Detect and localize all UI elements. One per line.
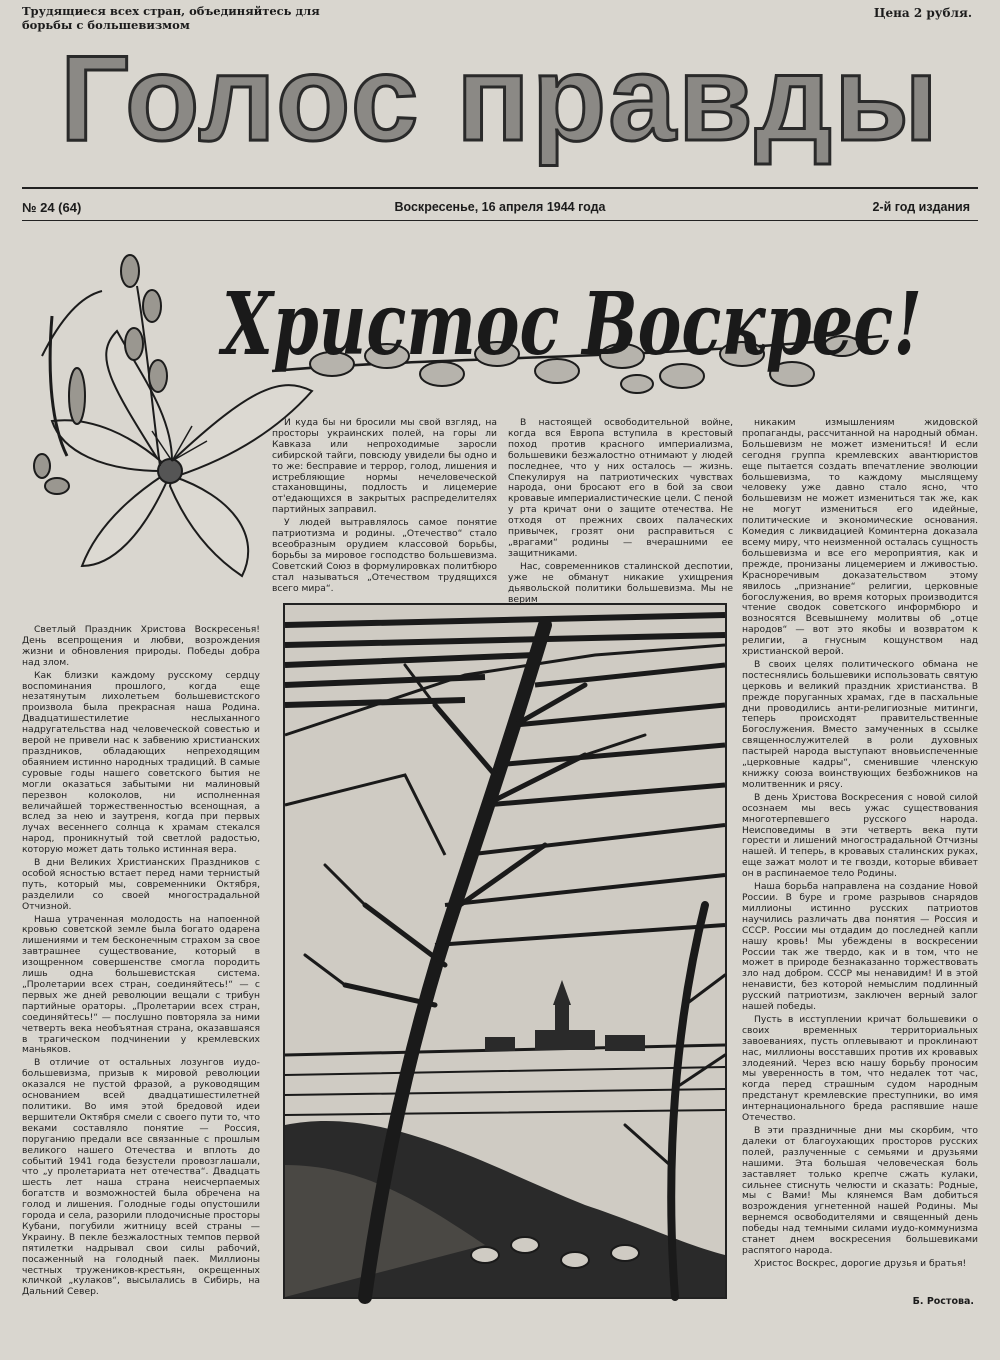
article-paragraph: В отличие от остальных лозунгов иудо-большевизма, призыв к мировой революции оказался не пустой фразой, а руководящим основанием всей двадцатишестилетней политики. Во имя этой бредовой идеи вершители Октября смели с своего пути то, что веками составляло понятие — Россия, поруганию предали все связанные с прошлым великого нашего Отечества и вплоть до событий 1941 года безустели провозглашали, что „у пролетариата нет отечества“. Двадцать шесть лет наша страна неисчерпаемых богатств и возможностей была обречена на голод и лишения. Голодные годы опустошили города и села, разорили плодочисные просторы Кубани, погубили житницу всей страны — Украину. В пекле безжалостных темпов первой пятилетки надрывал свои силы рабочий, посаженный на голодный паек. Миллионы честных тружеников-крестьян, окрещенных кличкой „кулаков“, высылались в Сибирь, на Дальний Север. bbox=[22, 1057, 260, 1298]
article-paragraph: Нас, современников сталинской деспотии, уже не обманут никакие ухищрения дьявольской политики большевизма. Мы не верим bbox=[508, 560, 733, 605]
woodcut-landscape-illustration bbox=[283, 603, 727, 1299]
masthead-motto: Трудящиеся всех стран, объединяйтесь для борьбы с большевизмом bbox=[22, 4, 320, 32]
article-paragraph: И куда бы ни бросили мы свой взгляд, на просторы украинских полей, на горы ли Кавказа или непроходимые заросли сибирской тайги, повсюду увидели бы одно и то же: бесправие и террор, голод, лишения и истребляющие нормы нечеловеческой стахановщины, подлость и лицемерие от'едающихся в закрытых распределителях партийных заправил. bbox=[272, 417, 497, 516]
article-paragraph: В эти праздничные дни мы скорбим, что далеки от благоухающих просторов русских полей, разлученные с семьями и друзьями нашими. Эта большая человеческая боль заставляет только крепче сжать кулаки, сильнее стиснуть челюсти и сказать: Родные, мы с Вами! Мы клянемся Вам добиться возрождения угнетенной нашей Родины. Мы вернемся освободителями и священный день победы над темными силами иудо-коммунизма станет днем воскресения большевиками распятого народа. bbox=[742, 1125, 978, 1256]
article-paragraph: У людей вытравлялось самое понятие патриотизма и родины. „Отечество“ стало всеобразным орудием классовой борьбы, борьбы за мировое господство большевизма. Советский Союз в формулировках политбюро стал называться „Отечеством трудящихся всего мира“. bbox=[272, 517, 497, 594]
masthead-title bbox=[55, 22, 945, 172]
header-rule-top bbox=[22, 187, 978, 189]
article-paragraph: Пусть в исступлении кричат большевики о своих временных территориальных завоеваниях, пусть оплевывают и проклинают нас, миллионы восставших против их кровавых злодеяний. Через всю нашу борьбу проносим мы уверенность в том, что недалек тот час, когда перед страшным судом народным предстанут кремлевские преступники, во имя интернационального бреда распявшие наше Отечество. bbox=[742, 1013, 978, 1124]
greeting-text: Христос Воскрес! bbox=[218, 274, 922, 375]
article-paragraph: В своих целях политического обмана не постеснялись большевики использовать святую церковь и великий праздник христианства. В прежде поруганных храмах, где в пасхальные дни проводились анти-религиозные митинги, теперь происходят правительственные Богослужения. Вместо замученных в ссылке священнослужителей в роли духовных пастырей народа выступают вновьиспеченные „церковные кадры“, сменившие членскую книжку союза воинствующих безбожников на молитвенник и рясу. bbox=[742, 658, 978, 790]
church-icon bbox=[535, 980, 595, 1050]
article-paragraph: Как близки каждому русскому сердцу воспоминания прошлого, когда еще незатянутым лихолетьем большевистского произвола была прекрасная наша Родина. Двадцатишестилетие неслыханного надругательства над человеческой совестью и верой не привели нас к забвению христианских праздников, обладающих непреходящим обаянием истинно народных традиций. В самые суровые годы нашего советского бытия не могли оказаться забытыми ни малиновый перезвон колоколов, ни исполненная величайшей торжественностью всенощная, а вслед за нею и заутреня, когда при первых лучах весеннего солнца к храмам стекался народ, проникнутый той светлой радостью, которую может дать только истинная вера. bbox=[22, 669, 260, 856]
article-paragraph: Наша утраченная молодость на напоенной кровью советской земле была богато одарена лишениями и тем бесконечным страхом за свое завтрашнее существование, который в изощренном совершенстве смогла породить лишь одна большевистская система. „Пролетарии всех стран, соединяйтесь!“ — с первых же дней революции вещали с трибун партийные ораторы. „Пролетарии всех стран, соединяйтесь!“ — послушно повторяла за ними четверть века необъятная страна, оказавшаяся в трагическом подчинении у кремлевских маньяков. bbox=[22, 913, 260, 1056]
article-paragraph: В настоящей освободительной войне, когда вся Европа вступила в крестовый поход против красного империализма, большевики безжалостно отнимают у людей последнее, что у них осталось — жизнь. Спекулируя на патриотических чувствах народа, они бросают его в бой за свои кровавые империалистические цели. С пеной у рта кричат они о защите отечества. Не отходя от прежних своих палаческих привычек, грозят они расправиться с „врагами“ родины — вчерашними ее защитниками. bbox=[508, 417, 733, 559]
article-column-1 bbox=[22, 624, 260, 1298]
price-label: Цена 2 рубля. bbox=[873, 6, 972, 20]
publication-year: 2-й год издания bbox=[872, 200, 970, 214]
article-paragraph: Наша борьба направлена на создание Новой России. В буре и громе разрывов снарядов миллионы истинно русских патриотов научились различать два понятия — Россия и СССР. России мы отдадим до последней капли нашу кровь! Мы убеждены в воскресении России так же твердо, как и в том, что не может в природе безнаказанно торжествовать зло над добром. СССР мы ненавидим! И в этой ненависти, без которой немыслим подлинный русский патриотизм, заключен верный залог нашей победы. bbox=[742, 881, 978, 1013]
article-paragraph: никаким измышлениям жидовской пропаганды, рассчитанной на народный обман. Большевизм не может измениться! И если сегодня группа кремлевских авантюристов еще пытается создать впечатление эволюции большевизма, то каждому мыслящему человеку уже давно стало ясно, что большевизм не может измениться так же, как не могут измениться его идейные, политические и экономические основания. Комедия с ликвидацией Коминтерна доказала всему миру, что неизменной осталась сущность большевизма и все его мероприятия, как и прежде, пронизаны лицемерием и лживостью. Красноречивым доказательством этому явилось „признание“ религии, церковные богослужения, во время которых производится чтение сводок советского информбюро и возносятся Всевышнему молитвы об „отце народов“ — вот это якобы и возвратом к религии, а гнусным кощунством над христианской верой. bbox=[742, 417, 978, 658]
article-paragraph: Христос Воскрес, дорогие друзья и братья! bbox=[754, 1257, 967, 1269]
article-column-3 bbox=[508, 417, 733, 605]
article-paragraph: В дни Великих Христианских Праздников с особой ясностью встает перед нами тернистый путь, который мы, современники Октября, разделили со своей многострадальной Отчизной. bbox=[22, 857, 260, 912]
article-column-4 bbox=[742, 418, 978, 1298]
article-paragraph: Светлый Праздник Христова Воскресенья! День всепрощения и любви, возрождения жизни и обновления природы. Победы добра над злом. bbox=[22, 624, 260, 668]
article-signature: Б. Ростова. bbox=[912, 1296, 974, 1307]
issue-number: № 24 (64) bbox=[22, 200, 82, 215]
masthead-title-text: Голос правды bbox=[60, 30, 940, 166]
issue-date: Воскресенье, 16 апреля 1944 года bbox=[394, 200, 606, 214]
article-column-2 bbox=[272, 417, 497, 594]
header-rule-bottom bbox=[22, 220, 978, 221]
article-paragraph: В день Христова Воскресения с новой силой осознаем мы весь ужас существования многотерпевшего русского народа. Неисповедимы в эти четверть века пути горести и лишений многострадальной Отчизны нашей. И теперь, в кровавых сталинских руках, еще зажат молот и те гвозди, которые вбивает он в распинаемое тело Родины. bbox=[742, 791, 978, 880]
